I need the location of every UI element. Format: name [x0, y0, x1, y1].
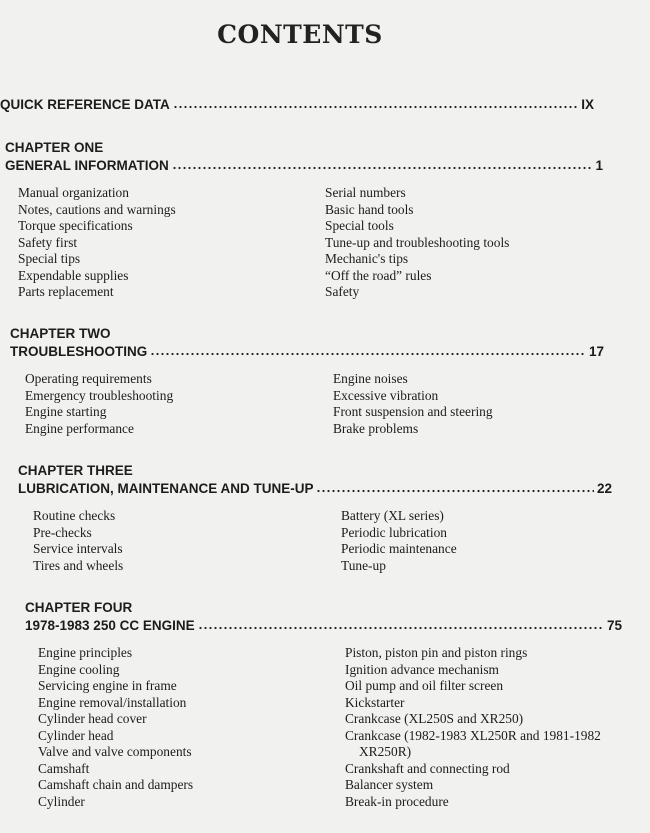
quick-reference-page: IX	[581, 97, 594, 112]
topic-column-left	[33, 508, 123, 574]
topic-column-right	[325, 185, 509, 301]
topic-item: Front suspension and steering	[333, 404, 493, 419]
topic-item: Pre-checks	[33, 524, 92, 540]
topic-item: Battery (XL series)	[341, 508, 444, 523]
topic-column-right	[345, 645, 601, 810]
chapter-number: CHAPTER TWO	[10, 326, 111, 341]
topic-column-left	[25, 371, 173, 437]
topic-item: Emergency troubleshooting	[25, 387, 174, 403]
chapter-title: TROUBLESHOOTING	[10, 344, 148, 359]
dot-leader	[172, 160, 593, 170]
chapter-title: LUBRICATION, MAINTENANCE AND TUNE-UP	[18, 481, 314, 496]
topic-list	[18, 508, 612, 578]
chapter-section	[25, 599, 622, 815]
topic-item: Manual organization	[18, 185, 129, 200]
chapter-title: GENERAL INFORMATION	[5, 158, 169, 173]
topic-item: Crankcase (1982-1983 XL250R and 1981-1982	[345, 727, 601, 743]
topic-item: Piston, piston pin and piston rings	[345, 645, 528, 660]
topic-item: Serial numbers	[325, 185, 406, 200]
topic-item: Engine removal/installation	[38, 694, 187, 710]
topic-column-left	[38, 645, 193, 810]
chapter-number: CHAPTER FOUR	[25, 600, 133, 615]
topic-item: Engine noises	[333, 371, 408, 386]
topic-item: Operating requirements	[25, 371, 152, 386]
topic-item: Expendable supplies	[18, 267, 129, 283]
topic-item: Camshaft chain and dampers	[38, 777, 194, 792]
topic-item: Cylinder	[38, 793, 85, 809]
topic-item: Safety first	[18, 234, 78, 250]
topic-item: Kickstarter	[345, 694, 405, 710]
topic-item: Engine principles	[38, 645, 133, 660]
topic-item: Oil pump and oil filter screen	[345, 678, 504, 693]
topic-item: Parts replacement	[18, 284, 114, 299]
dot-leader	[173, 99, 578, 109]
topic-item: XR250R)	[359, 744, 412, 759]
topic-item: Special tools	[325, 218, 394, 233]
dot-leader	[198, 620, 604, 630]
topic-item: Periodic lubrication	[341, 524, 447, 540]
topic-item: Basic hand tools	[325, 201, 414, 217]
dot-leader	[150, 346, 586, 356]
chapter-number: CHAPTER ONE	[5, 140, 104, 155]
chapter-page: 22	[596, 481, 612, 496]
page-title: CONTENTS	[217, 20, 383, 49]
topic-item: Camshaft	[38, 760, 90, 776]
topic-item: Break-in procedure	[345, 793, 449, 809]
chapter-title: 1978-1983 250 CC ENGINE	[25, 618, 195, 633]
topic-item: Special tips	[18, 251, 81, 266]
topic-item: Excessive vibration	[333, 387, 439, 403]
topic-column-right	[341, 508, 457, 574]
quick-reference-label: QUICK REFERENCE DATA	[0, 97, 170, 112]
chapter-section	[5, 139, 603, 305]
topic-item: Notes, cautions and warnings	[18, 201, 176, 217]
topic-item: Tune-up and troubleshooting tools	[325, 234, 510, 250]
topic-item: Tune-up	[341, 557, 386, 573]
topic-column-right	[333, 371, 493, 437]
topic-item: Brake problems	[333, 420, 419, 436]
topic-list	[10, 371, 604, 441]
topic-item: Service intervals	[33, 541, 123, 556]
chapter-page: 1	[595, 158, 603, 173]
topic-item: Cylinder head	[38, 727, 114, 743]
topic-item: Balancer system	[345, 777, 434, 792]
topic-item: Mechanic's tips	[325, 251, 409, 266]
topic-list	[5, 185, 603, 305]
chapter-page: 17	[588, 344, 604, 359]
topic-column-left	[18, 185, 176, 301]
dot-leader	[316, 483, 593, 493]
topic-item: Safety	[325, 284, 360, 299]
topic-item: Valve and valve components	[38, 744, 192, 759]
topic-item: Crankshaft and connecting rod	[345, 760, 510, 776]
topic-item: Cylinder head cover	[38, 711, 147, 726]
topic-list	[25, 645, 622, 815]
topic-item: Engine performance	[25, 420, 134, 436]
topic-item: “Off the road” rules	[325, 267, 432, 283]
topic-item: Servicing engine in frame	[38, 678, 177, 693]
topic-item: Engine starting	[25, 404, 107, 419]
topic-item: Engine cooling	[38, 661, 120, 677]
topic-item: Torque specifications	[18, 218, 133, 233]
topic-item: Routine checks	[33, 508, 116, 523]
chapter-section	[10, 325, 604, 441]
topic-item: Tires and wheels	[33, 557, 124, 573]
topic-item: Periodic maintenance	[341, 541, 457, 556]
topic-item: Crankcase (XL250S and XR250)	[345, 711, 524, 726]
chapter-section	[18, 462, 612, 578]
topic-item: Ignition advance mechanism	[345, 661, 499, 677]
chapter-page: 75	[606, 618, 622, 633]
chapter-number: CHAPTER THREE	[18, 463, 133, 478]
quick-reference-entry	[0, 96, 594, 114]
